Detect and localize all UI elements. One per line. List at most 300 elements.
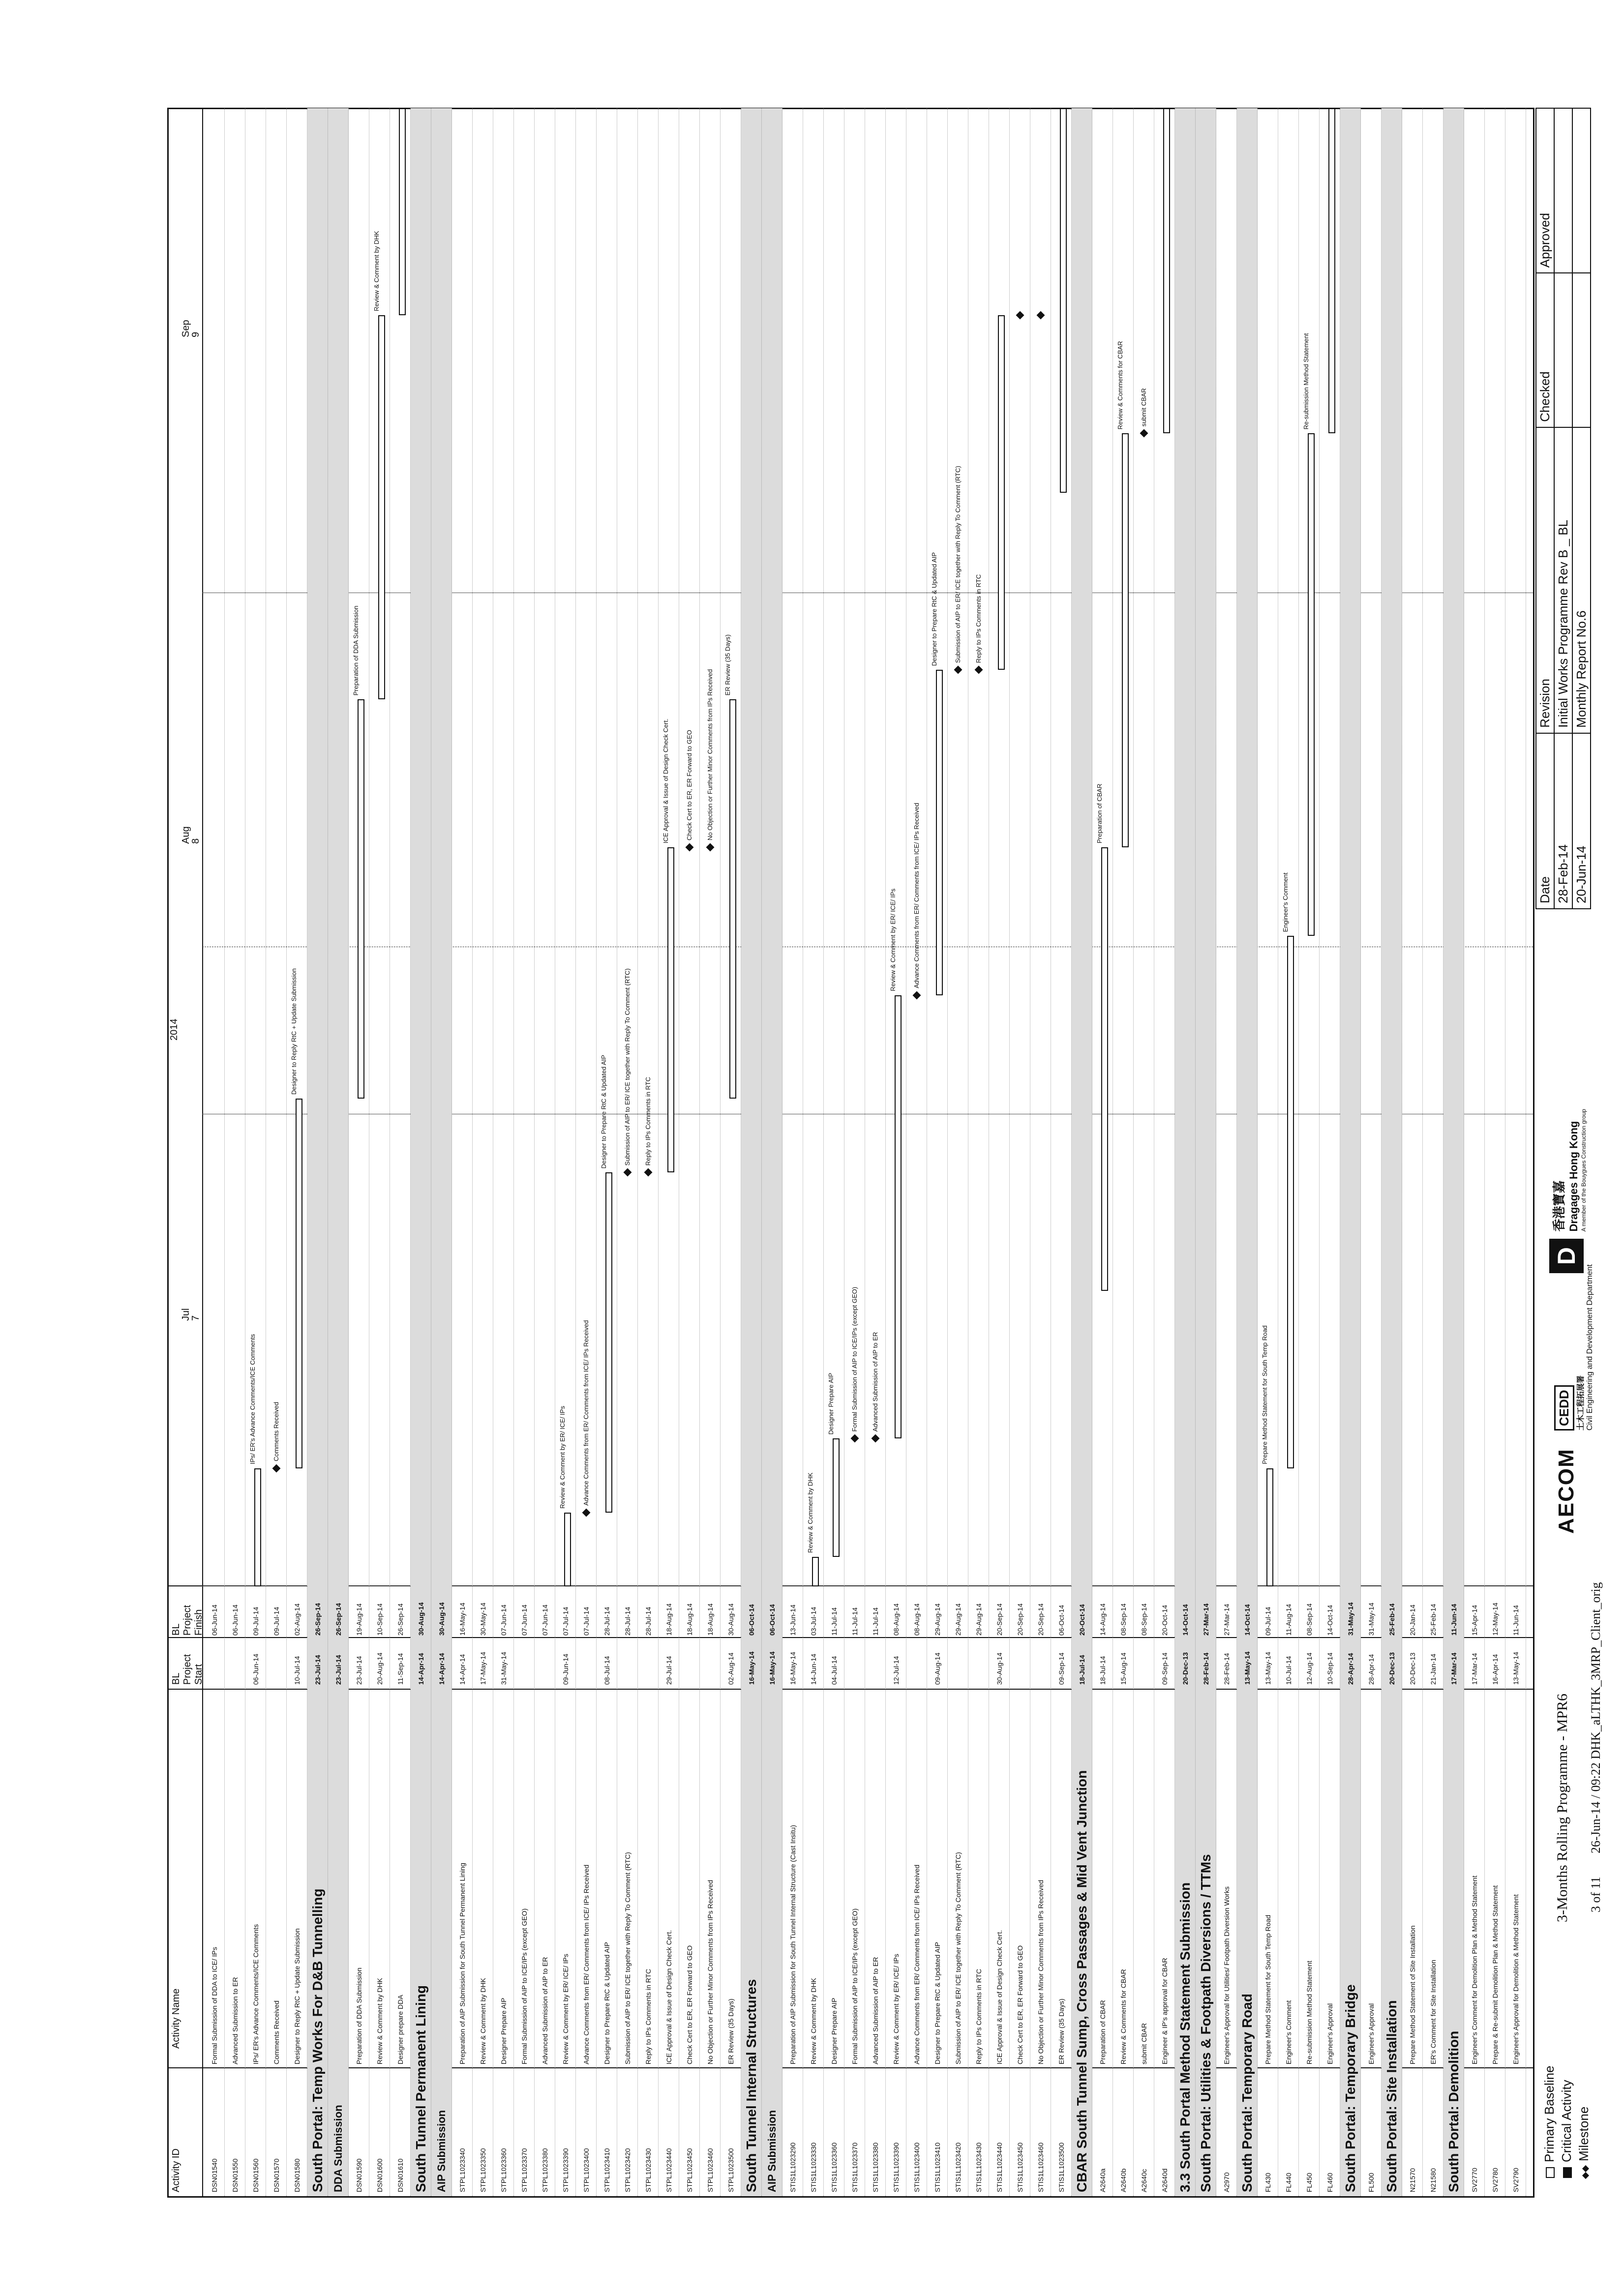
bl-finish: 07-Jun-14 xyxy=(541,1604,549,1636)
header-activity-id: Activity ID xyxy=(171,2148,181,2192)
activity-row[interactable] xyxy=(1464,108,1485,2196)
activity-row[interactable] xyxy=(1505,108,1526,2196)
activity-row[interactable] xyxy=(782,108,803,2196)
milestone-diamond[interactable] xyxy=(913,991,921,999)
bl-finish: 03-Jul-14 xyxy=(810,1607,817,1636)
activity-row[interactable] xyxy=(287,108,307,2196)
activity-row[interactable] xyxy=(886,108,906,2196)
activity-name: ER Review (35 Days) xyxy=(727,1998,735,2064)
activity-row[interactable] xyxy=(349,108,369,2196)
activity-row[interactable] xyxy=(1216,108,1237,2196)
bl-finish: 07-Jun-14 xyxy=(520,1604,528,1636)
revision-header-row xyxy=(1536,108,1554,909)
activity-name: Preparation of AIP Submission for South Tunnel Internal Structure (Cast Insitu) xyxy=(789,1825,797,2064)
activity-name: Prepare Method Statement of Site Installation xyxy=(1409,1925,1416,2064)
group-name: AIP Submission xyxy=(766,2110,778,2192)
group-name: South Portal: Utilities & Footpath Diversions / TTMs xyxy=(1198,1854,1213,2192)
revision-checked xyxy=(1554,273,1572,427)
milestone-label: Submission of AIP to ER/ ICE together with Reply To Comment (RTC) xyxy=(954,466,962,663)
activity-row[interactable] xyxy=(927,108,948,2196)
bl-finish: 08-Sep-14 xyxy=(1140,1603,1148,1636)
bl-finish: 07-Jul-14 xyxy=(582,1607,590,1636)
activity-name: ICE Approval & Issue of Design Check Cert. xyxy=(665,1930,673,2064)
activity-name: Review & Comment by DHK xyxy=(376,1978,384,2064)
milestone-diamond[interactable] xyxy=(644,1168,653,1177)
milestone-label: Advanced Submission of AIP to ER xyxy=(872,1332,879,1432)
bl-start: 10-Jul-14 xyxy=(1285,1656,1293,1685)
group-name: CBAR South Tunnel Sump, Cross Passages & Mid Vent Junction xyxy=(1074,1770,1089,2192)
group-row[interactable] xyxy=(307,108,328,2196)
activity-id: A2970 xyxy=(1223,2172,1231,2192)
activity-name: Comments Received xyxy=(272,2000,280,2064)
header-month-aug: Aug xyxy=(180,826,191,844)
milestone-diamond[interactable] xyxy=(624,1168,632,1177)
group-row[interactable] xyxy=(1072,108,1092,2196)
activity-id: STIS1L1023380 xyxy=(872,2142,879,2192)
bl-finish: 20-Oct-14 xyxy=(1078,1604,1086,1636)
activity-row[interactable] xyxy=(803,108,824,2196)
group-row[interactable] xyxy=(762,108,782,2196)
activity-row[interactable] xyxy=(617,108,638,2196)
milestone-diamond[interactable] xyxy=(706,843,715,852)
baseline-bar[interactable] xyxy=(564,1513,571,1586)
activity-id: A2640c xyxy=(1140,2169,1148,2192)
activity-name: Advanced Submission of AIP to ER xyxy=(541,1957,549,2064)
bl-finish: 11-Aug-14 xyxy=(1285,1604,1293,1636)
revision-table xyxy=(1535,108,1591,909)
revision-header-checked: Checked xyxy=(1536,273,1554,427)
bl-start: 21-Jan-14 xyxy=(1429,1653,1437,1685)
milestone-diamond[interactable] xyxy=(851,1434,859,1443)
legend-baseline-label: Primary Baseline xyxy=(1542,2065,1557,2162)
bl-finish: 11-Jul-14 xyxy=(830,1607,838,1636)
activity-row[interactable] xyxy=(390,108,411,2196)
bl-start: 23-Jul-14 xyxy=(314,1655,322,1685)
bl-start: 13-May-14 xyxy=(1243,1651,1251,1685)
bl-finish: 20-Sep-14 xyxy=(995,1603,1003,1636)
baseline-bar[interactable] xyxy=(1163,108,1170,433)
activity-name: Submission of AIP to ER/ ICE together with Reply To Comment (RTC) xyxy=(624,1852,632,2064)
bl-start: 09-Sep-14 xyxy=(1161,1652,1169,1685)
activity-id: STPL1023370 xyxy=(520,2148,528,2192)
bar-label: ICE Approval & Issue of Design Check Cert. xyxy=(662,718,669,843)
bl-finish: 28-Jul-14 xyxy=(644,1607,652,1636)
activity-id: STIS1L1023450 xyxy=(1016,2142,1024,2192)
bl-start: 06-Jun-14 xyxy=(252,1653,260,1685)
activity-row[interactable] xyxy=(679,108,700,2196)
group-row[interactable] xyxy=(431,108,452,2196)
activity-row[interactable] xyxy=(865,108,886,2196)
activity-id: STPL1023440 xyxy=(665,2148,673,2192)
legend-milestone xyxy=(1576,2107,1592,2178)
bl-finish: 27-Mar-14 xyxy=(1202,1603,1210,1636)
legend-milestone-label: Milestone xyxy=(1576,2106,1591,2161)
activity-name: Review & Comment by DHK xyxy=(810,1978,817,2064)
baseline-bar[interactable] xyxy=(1308,433,1315,936)
bl-finish: 29-Aug-14 xyxy=(933,1603,941,1636)
revision-row xyxy=(1554,108,1572,909)
activity-row[interactable] xyxy=(1010,108,1030,2196)
legend-critical xyxy=(1559,2080,1574,2178)
activity-row[interactable] xyxy=(1299,108,1320,2196)
baseline-bar[interactable] xyxy=(254,1468,261,1586)
bl-finish: 11-Jun-14 xyxy=(1512,1605,1520,1636)
group-row[interactable] xyxy=(1175,108,1196,2196)
group-name: South Tunnel Internal Structures xyxy=(744,1979,759,2192)
cedd-english-name: Civil Engineering and Development Department xyxy=(1586,1264,1594,1431)
revision-row xyxy=(1572,108,1591,909)
activity-name: Designer to Prepare RtC & Updated AIP xyxy=(603,1941,611,2064)
activity-id: STPL1023340 xyxy=(458,2148,466,2192)
activity-row[interactable] xyxy=(844,108,865,2196)
milestone-diamond[interactable] xyxy=(686,843,694,852)
bl-start: 13-May-14 xyxy=(1512,1652,1520,1685)
group-row[interactable] xyxy=(1196,108,1216,2196)
cedd-emblem: CEDD xyxy=(1554,1385,1574,1431)
dragages-logo xyxy=(1549,1109,1587,1273)
activity-row[interactable] xyxy=(369,108,390,2196)
activity-row[interactable] xyxy=(1423,108,1444,2196)
baseline-bar[interactable] xyxy=(667,847,674,1172)
activity-name: Review & Comment by ER/ ICE/ IPs xyxy=(892,1954,900,2064)
bl-finish: 18-Aug-14 xyxy=(706,1603,714,1636)
bl-finish: 14-Oct-14 xyxy=(1181,1604,1189,1636)
activity-id: DSN01580 xyxy=(293,2158,301,2192)
bl-finish: 19-Aug-14 xyxy=(355,1603,363,1636)
activity-row[interactable] xyxy=(1320,108,1340,2196)
bl-start: 02-Aug-14 xyxy=(727,1652,735,1685)
baseline-bar[interactable] xyxy=(1060,108,1067,493)
bl-start: 30-Aug-14 xyxy=(995,1652,1003,1685)
bl-finish: 14-Oct-14 xyxy=(1243,1604,1251,1636)
bl-start: 18-Jul-14 xyxy=(1099,1656,1107,1685)
bl-start: 16-May-14 xyxy=(768,1651,776,1685)
bl-finish: 25-Feb-14 xyxy=(1429,1604,1437,1636)
bl-start: 17-May-14 xyxy=(479,1652,487,1685)
activity-id: STIS1L1023420 xyxy=(954,2142,962,2192)
bl-start: 28-Apr-14 xyxy=(1347,1653,1354,1685)
activity-id: STPL1023350 xyxy=(479,2148,487,2192)
bl-finish: 29-Aug-14 xyxy=(954,1603,962,1636)
group-row[interactable] xyxy=(1382,108,1402,2196)
activity-name: Advanced Submission of AIP to ER xyxy=(872,1957,879,2064)
bar-label: Engineer's Comment xyxy=(1282,872,1289,932)
activity-row[interactable] xyxy=(1030,108,1051,2196)
activity-name: Advance Comments from ER/ Comments from ICE/ IPs Received xyxy=(582,1864,590,2064)
bl-start: 08-Jul-14 xyxy=(603,1656,611,1685)
activity-name: Re-submission Method Statement xyxy=(1305,1961,1313,2064)
bl-start: 28-Feb-14 xyxy=(1223,1653,1231,1685)
activity-name: Review & Comments for CBAR xyxy=(1119,1969,1127,2064)
group-row[interactable] xyxy=(1444,108,1464,2196)
bar-label: ER Review (35 Days) xyxy=(724,634,731,696)
milestone-diamond[interactable] xyxy=(975,666,983,674)
baseline-bar[interactable] xyxy=(605,1172,612,1512)
activity-row[interactable] xyxy=(948,108,968,2196)
bl-start: 15-Aug-14 xyxy=(1119,1652,1127,1685)
activity-name: Preparation of CBAR xyxy=(1099,2000,1107,2064)
activity-row[interactable] xyxy=(1134,108,1154,2196)
activity-row[interactable] xyxy=(555,108,576,2196)
bl-finish: 28-Jul-14 xyxy=(603,1607,611,1636)
bl-finish: 06-Jun-14 xyxy=(231,1604,239,1636)
activity-id: FL500 xyxy=(1367,2173,1375,2192)
activity-row[interactable] xyxy=(225,108,245,2196)
milestone-diamond[interactable] xyxy=(272,1464,281,1472)
activity-name: Designer Prepare AIP xyxy=(500,1998,508,2064)
activity-id: STPL1023450 xyxy=(686,2148,693,2192)
activity-row[interactable] xyxy=(514,108,535,2196)
activity-row[interactable] xyxy=(721,108,741,2196)
activity-id: STIS1L1023460 xyxy=(1037,2142,1045,2192)
activity-id: FL440 xyxy=(1285,2173,1293,2192)
activity-row[interactable] xyxy=(968,108,989,2196)
dragages-emblem: D xyxy=(1549,1239,1584,1273)
activity-id: A2640d xyxy=(1161,2168,1169,2192)
bl-finish: 10-Sep-14 xyxy=(376,1603,384,1636)
activity-row[interactable] xyxy=(1258,108,1278,2196)
activity-id: SV2780 xyxy=(1491,2168,1499,2192)
bl-start: 14-Jun-14 xyxy=(810,1653,817,1685)
milestone-diamond[interactable] xyxy=(1140,429,1148,438)
activity-id: A2640b xyxy=(1119,2168,1127,2192)
activity-name: Engineer's Approval for Utilities/ Footpath Diversion Works xyxy=(1223,1886,1231,2064)
revision-checked xyxy=(1572,273,1591,427)
activity-name: Preparation of AIP Submission for South Tunnel Permanent Lining xyxy=(458,1863,466,2064)
group-name: South Portal: Demolition xyxy=(1446,2030,1461,2192)
activity-id: STIS1L1023330 xyxy=(810,2142,817,2192)
bl-start: 10-Sep-14 xyxy=(1326,1652,1334,1685)
milestone-label: Advance Comments from ER/ Comments from ICE/ IPs Received xyxy=(913,803,920,988)
activity-row[interactable] xyxy=(1361,108,1382,2196)
bl-finish: 11-Jul-14 xyxy=(851,1607,859,1636)
header-month-jul-num: 7 xyxy=(190,1315,201,1321)
baseline-bar[interactable] xyxy=(358,699,364,1099)
bl-finish: 06-Oct-14 xyxy=(748,1604,755,1636)
milestone-label: Comments Received xyxy=(272,1401,280,1461)
activity-name: No Objection or Further Minor Comments from IPs Received xyxy=(706,1879,714,2064)
bl-finish: 06-Oct-14 xyxy=(768,1604,776,1636)
activity-row[interactable] xyxy=(473,108,493,2196)
revision-header-date: Date xyxy=(1536,733,1554,909)
activity-id: STIS1L1023360 xyxy=(830,2142,838,2192)
bl-start: 17-Mar-14 xyxy=(1471,1653,1478,1685)
bl-finish: 28-Jul-14 xyxy=(624,1607,632,1636)
milestone-label: Formal Submission of AIP to ICE/IPs (except GEO) xyxy=(851,1286,858,1432)
baseline-bar[interactable] xyxy=(378,315,385,700)
bl-start: 16-May-14 xyxy=(789,1652,797,1685)
bl-finish: 09-Jul-14 xyxy=(1264,1607,1272,1636)
milestone-diamond[interactable] xyxy=(1016,311,1024,319)
activity-name: Review & Comment by DHK xyxy=(479,1978,487,2064)
bl-start: 10-Jul-14 xyxy=(293,1656,301,1685)
activity-name: Engineer's Comment xyxy=(1285,2000,1293,2064)
header-month-sep: Sep xyxy=(180,320,191,337)
bl-finish: 30-Aug-14 xyxy=(417,1602,425,1636)
group-row[interactable] xyxy=(1237,108,1258,2196)
activity-row[interactable] xyxy=(245,108,266,2196)
group-row[interactable] xyxy=(411,108,431,2196)
gantt-frame xyxy=(167,108,1534,2198)
activity-row[interactable] xyxy=(1051,108,1072,2196)
bl-start: 09-Aug-14 xyxy=(933,1652,941,1685)
activity-row[interactable] xyxy=(824,108,844,2196)
milestone-diamond[interactable] xyxy=(1037,311,1045,319)
bl-finish: 07-Jul-14 xyxy=(562,1607,570,1636)
baseline-bar[interactable] xyxy=(1287,936,1294,1468)
bl-start: 14-Apr-14 xyxy=(458,1654,466,1685)
activity-id: N21570 xyxy=(1409,2168,1416,2192)
baseline-bar[interactable] xyxy=(1122,433,1129,847)
bl-finish: 30-Aug-14 xyxy=(727,1603,735,1636)
bl-finish: 29-Aug-14 xyxy=(975,1603,983,1636)
activity-id: DSN01540 xyxy=(211,2158,218,2192)
group-name: DDA Submission xyxy=(332,2105,344,2192)
bl-finish: 26-Sep-14 xyxy=(334,1603,342,1636)
bl-finish: 14-Aug-14 xyxy=(1099,1603,1107,1636)
activity-name: Engineer's Comment for Demolition Plan & Method Statement xyxy=(1471,1876,1478,2064)
activity-id: STIS1L1023390 xyxy=(892,2142,900,2192)
activity-id: STIS1L1023500 xyxy=(1057,2142,1065,2192)
bar-label: Designer to Prepare RtC & Updated AIP xyxy=(600,1055,607,1169)
bl-finish: 06-Jun-14 xyxy=(211,1604,218,1636)
header-year: 2014 xyxy=(169,1018,180,1041)
baseline-bar[interactable] xyxy=(936,670,943,995)
bar-label: Designer Prepare AIP xyxy=(827,1372,835,1435)
activity-row[interactable] xyxy=(493,108,514,2196)
activity-row[interactable] xyxy=(989,108,1010,2196)
activity-row[interactable] xyxy=(1402,108,1423,2196)
group-row[interactable] xyxy=(1340,108,1361,2196)
bl-start: 20-Dec-13 xyxy=(1181,1652,1189,1685)
baseline-swatch xyxy=(1546,2167,1555,2178)
baseline-bar[interactable] xyxy=(1266,1468,1273,1586)
baseline-bar[interactable] xyxy=(833,1438,840,1556)
dragages-name: Dragages Hong Kong xyxy=(1567,1121,1580,1232)
bl-start: 28-Apr-14 xyxy=(1367,1654,1375,1685)
revision-header-approved: Approved xyxy=(1536,108,1554,273)
activity-name: ICE Approval & Issue of Design Check Cert. xyxy=(995,1930,1003,2064)
bl-start: 17-Mar-14 xyxy=(1450,1652,1458,1685)
baseline-bar[interactable] xyxy=(812,1557,819,1586)
activity-id: DSN01560 xyxy=(252,2158,260,2192)
header-month-jul: Jul xyxy=(180,1308,191,1321)
bl-finish: 08-Aug-14 xyxy=(892,1603,900,1636)
activity-name: Engineer's Approval for Demolition & Method Statement xyxy=(1512,1894,1520,2064)
bl-finish: 20-Oct-14 xyxy=(1161,1605,1169,1636)
activity-id: FL450 xyxy=(1305,2173,1313,2192)
bl-start: 28-Feb-14 xyxy=(1202,1652,1210,1685)
activity-row[interactable] xyxy=(597,108,617,2196)
print-stamp: 26-Jun-14 / 09:22 DHK_aLTHK_3MRP_Client_orig xyxy=(1589,1582,1603,1853)
activity-name: Engineer & IP's approval for CBAR xyxy=(1161,1958,1169,2064)
activity-row[interactable] xyxy=(452,108,473,2196)
baseline-bar[interactable] xyxy=(998,315,1005,670)
bl-start: 20-Dec-13 xyxy=(1388,1652,1396,1685)
bl-finish: 26-Sep-14 xyxy=(396,1603,404,1636)
bl-start: 09-Sep-14 xyxy=(1057,1652,1065,1685)
milestone-diamond[interactable] xyxy=(954,666,962,674)
activity-name: Formal Submission of AIP to ICE/IPs (except GEO) xyxy=(520,1908,528,2064)
bl-finish: 11-Jul-14 xyxy=(872,1607,879,1636)
cedd-chinese-name: 土木工程拓展署 xyxy=(1577,1375,1585,1431)
bl-finish: 08-Aug-14 xyxy=(913,1603,921,1636)
header-month-sep-num: 9 xyxy=(190,331,201,337)
aecom-logo: AECOM xyxy=(1554,1448,1578,1534)
group-name: South Tunnel Permanent Lining xyxy=(413,1985,428,2192)
bl-start: 12-Aug-14 xyxy=(1305,1652,1313,1685)
activity-id: STPL1023390 xyxy=(562,2148,570,2192)
group-name: South Portal: Temporary Bridge xyxy=(1343,1984,1358,2192)
activity-id: STPL1023410 xyxy=(603,2148,611,2192)
activity-name: Prepare Method Statement for South Temp Road xyxy=(1264,1914,1272,2064)
activity-row[interactable] xyxy=(266,108,287,2196)
bl-finish: 06-Oct-14 xyxy=(1057,1605,1065,1636)
bar-label: Prepare Method Statement for South Temp Road xyxy=(1261,1325,1268,1464)
activity-id: STPL1023360 xyxy=(500,2148,508,2192)
revision-header-revision: Revision xyxy=(1536,427,1554,733)
milestone-diamond[interactable] xyxy=(582,1508,591,1517)
activity-id: DSN01590 xyxy=(355,2158,363,2192)
activity-name: Engineer's Approval xyxy=(1367,2003,1375,2064)
activity-row[interactable] xyxy=(1113,108,1134,2196)
bl-finish: 12-May-14 xyxy=(1491,1603,1499,1636)
bl-start: 04-Jul-14 xyxy=(830,1656,838,1685)
baseline-bar[interactable] xyxy=(1328,108,1335,433)
bl-finish: 20-Sep-14 xyxy=(1016,1603,1024,1636)
activity-row[interactable] xyxy=(1485,108,1505,2196)
group-name: South Portal: Temporary Road xyxy=(1239,1994,1255,2192)
activity-row[interactable] xyxy=(906,108,927,2196)
bl-finish: 25-Feb-14 xyxy=(1388,1603,1396,1636)
activity-id: SV2770 xyxy=(1471,2168,1478,2192)
activity-row[interactable] xyxy=(535,108,555,2196)
activity-id: SV2790 xyxy=(1512,2168,1520,2192)
activity-row[interactable] xyxy=(638,108,659,2196)
group-row[interactable] xyxy=(741,108,762,2196)
activity-row[interactable] xyxy=(1154,108,1175,2196)
milestone-diamond[interactable] xyxy=(872,1434,880,1443)
bar-label: Designer to Reply RtC + Update Submission xyxy=(290,968,298,1095)
group-row[interactable] xyxy=(328,108,349,2196)
bar-label: Preparation of CBAR xyxy=(1096,783,1103,843)
baseline-bar[interactable] xyxy=(296,1099,302,1468)
milestone-icon xyxy=(1582,2172,1589,2179)
activity-name: Check Cert to ER, ER Forward to GEO xyxy=(686,1945,693,2064)
group-name: South Portal: Temp Works For D&B Tunnelling xyxy=(310,1888,325,2192)
bl-start: 31-May-14 xyxy=(500,1652,508,1685)
header-bl-finish: BL Project Finish xyxy=(171,1605,204,1636)
milestone-label: Advance Comments from ER/ Comments from ICE/ IPs Received xyxy=(582,1320,590,1506)
milestone-label: Reply to IPs Comments in RTC xyxy=(975,574,982,663)
bl-finish: 11-Jun-14 xyxy=(1450,1604,1458,1636)
activity-row[interactable] xyxy=(700,108,721,2196)
baseline-bar[interactable] xyxy=(399,108,406,315)
activity-id: FL460 xyxy=(1326,2173,1334,2192)
bar-label: Designer to Prepare RtC & Updated AIP xyxy=(931,552,938,666)
baseline-bar[interactable] xyxy=(895,995,902,1439)
activity-name: Formal Submission of DDA to ICE/ IPs xyxy=(211,1947,218,2064)
activity-name: Designer prepare DDA xyxy=(396,1995,404,2064)
bl-start: 09-Jun-14 xyxy=(562,1653,570,1685)
header-activity-name: Activity Name xyxy=(171,1988,181,2049)
activity-name: Designer to Reply RtC + Update Submission xyxy=(293,1928,301,2064)
dragages-subtitle: A member of the Bouygues Construction group xyxy=(1580,1109,1587,1232)
baseline-bar[interactable] xyxy=(1101,847,1108,1291)
baseline-bar[interactable] xyxy=(729,699,736,1099)
activity-row[interactable] xyxy=(204,108,225,2196)
activity-row[interactable] xyxy=(659,108,679,2196)
